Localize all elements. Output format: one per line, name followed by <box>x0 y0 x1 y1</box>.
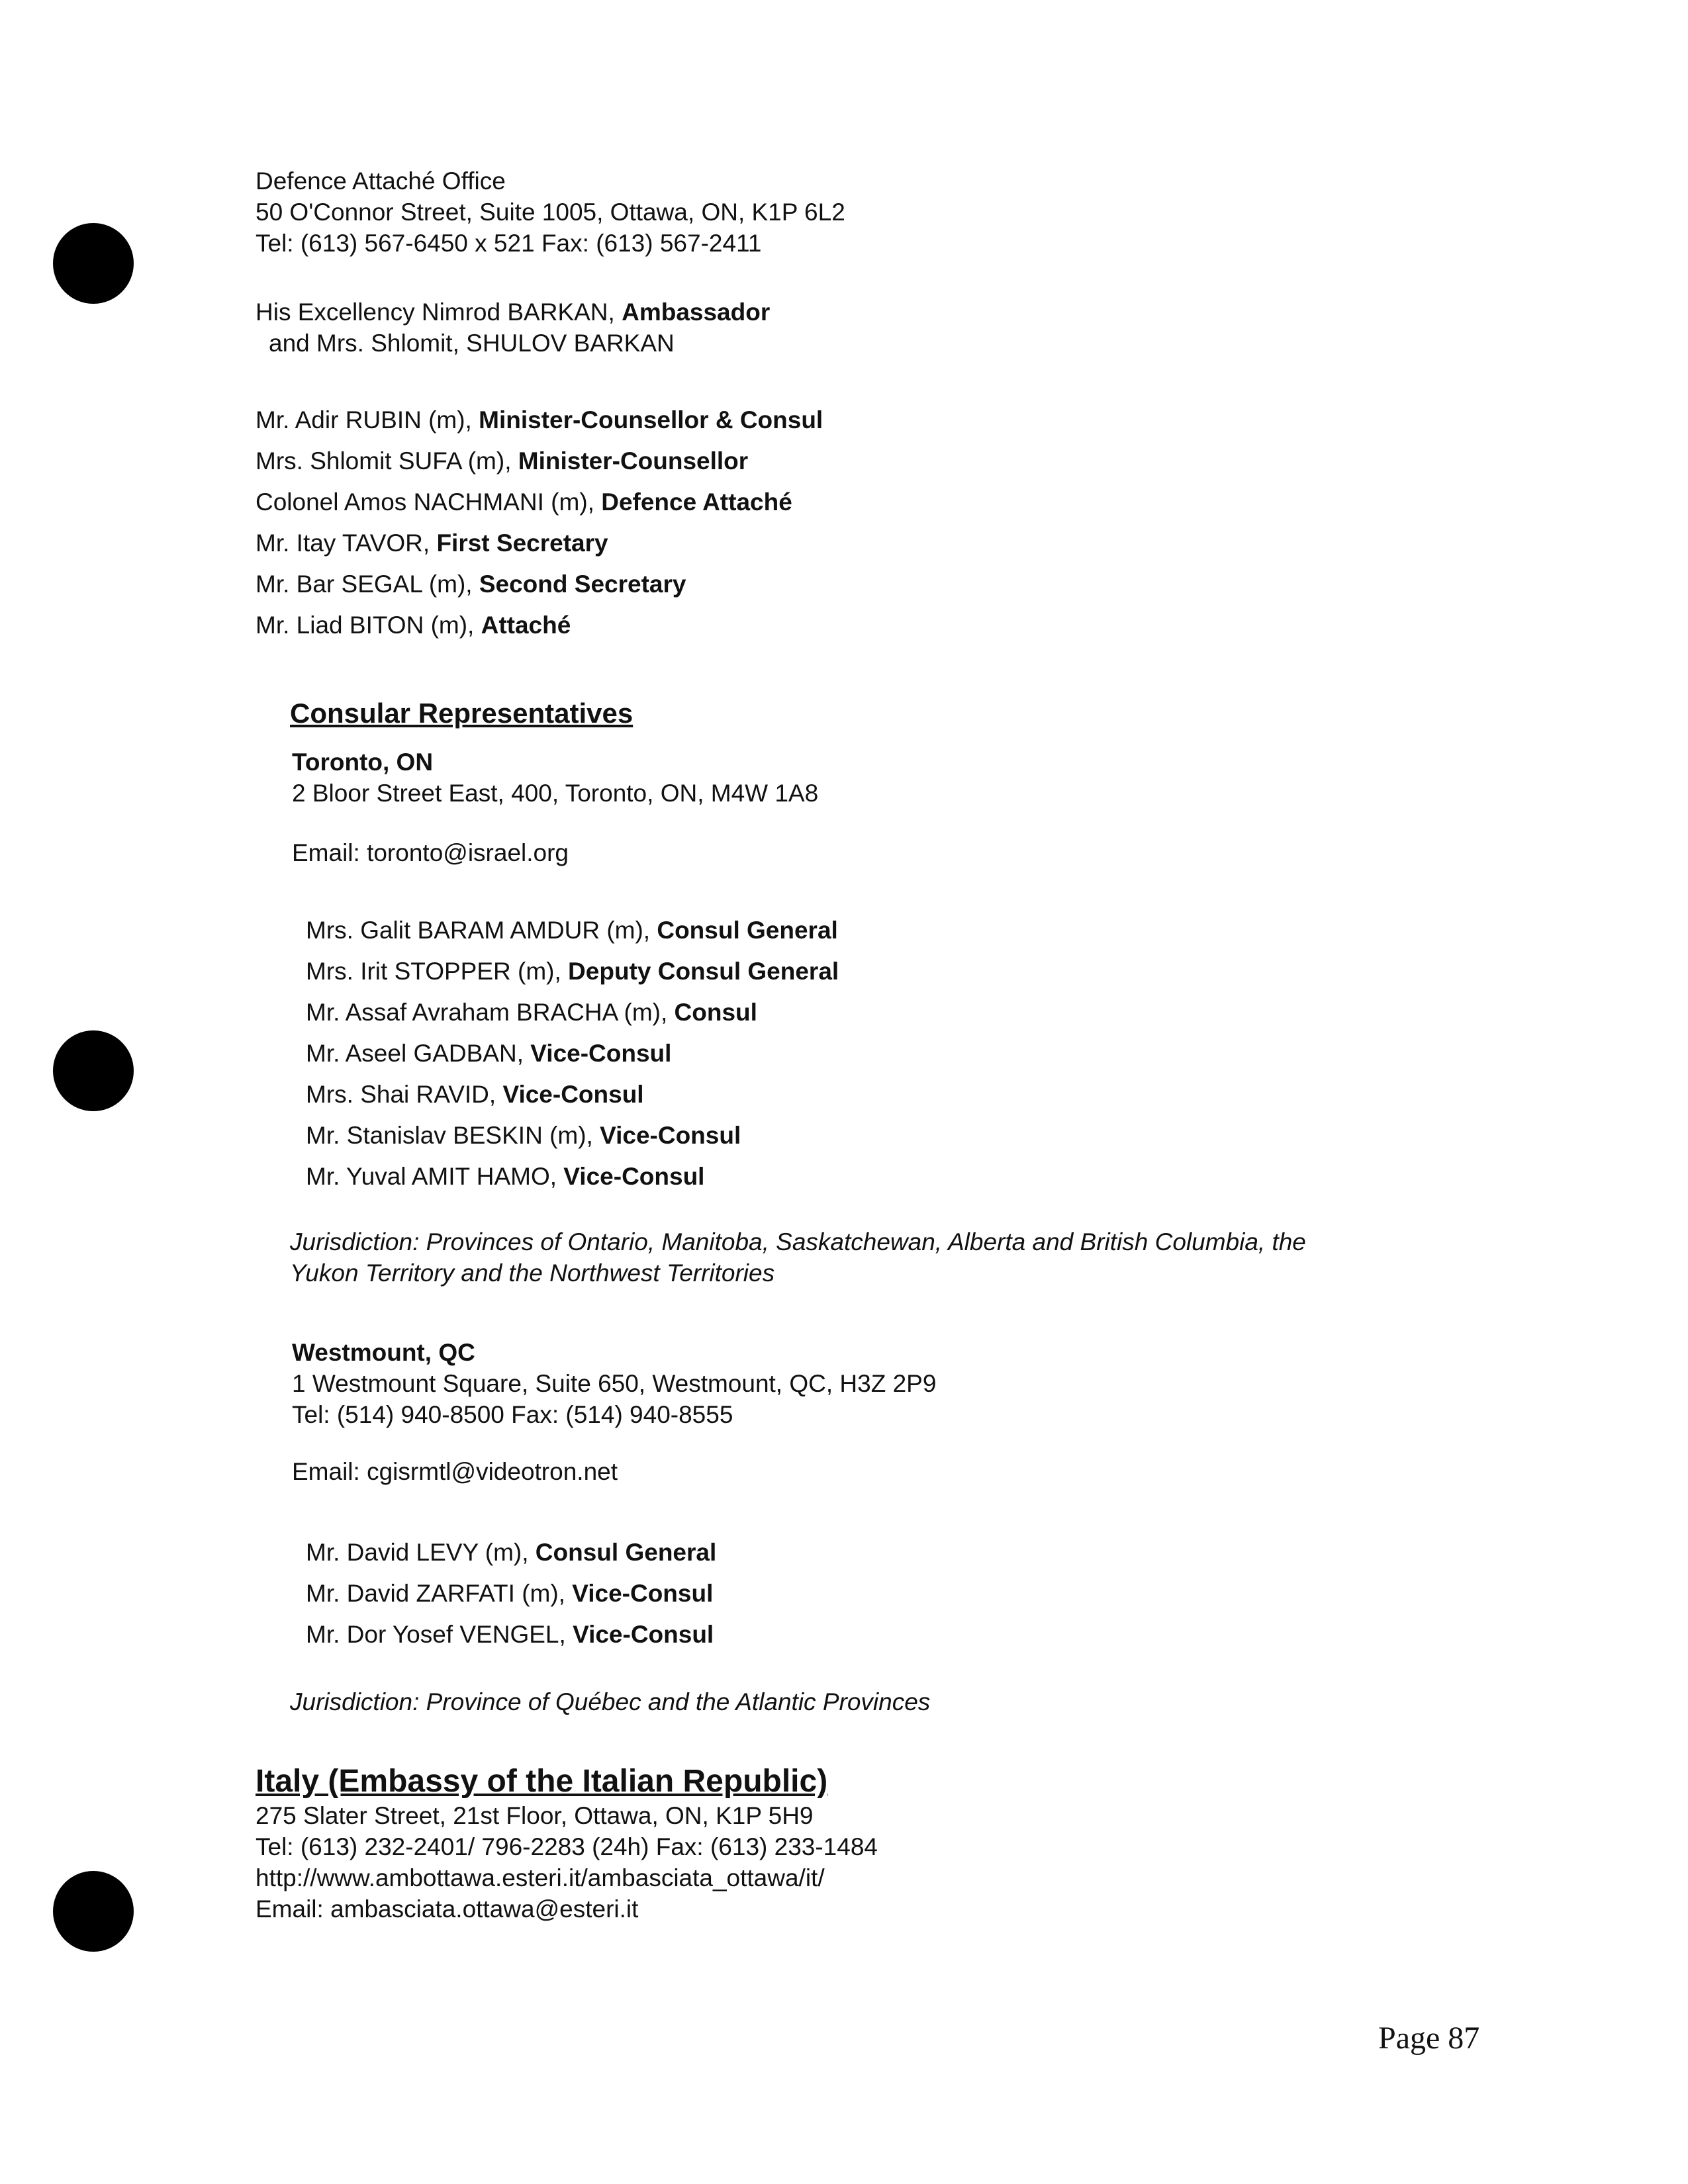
westmount-address: 1 Westmount Square, Suite 650, Westmount, QC, H3Z 2P9 <box>292 1370 937 1397</box>
staff-title: Consul <box>674 999 757 1026</box>
staff-title: Attaché <box>481 612 571 639</box>
staff-entry <box>256 482 823 523</box>
staff-entry <box>256 523 823 564</box>
staff-name: Mr. David ZARFATI (m), <box>306 1580 573 1607</box>
staff-name: Mrs. Shai RAVID, <box>306 1081 503 1108</box>
staff-entry <box>306 1074 839 1115</box>
staff-title: Vice-Consul <box>572 1580 714 1607</box>
ambassador-title: Ambassador <box>622 298 771 326</box>
defence-office-tel: Tel: (613) 567-6450 x 521 Fax: (613) 567-2411 <box>256 230 762 257</box>
staff-name: Mrs. Irit STOPPER (m), <box>306 958 569 985</box>
staff-title: Defence Attaché <box>601 488 792 516</box>
staff-title: Consul General <box>657 917 838 944</box>
staff-name: Mr. David LEVY (m), <box>306 1539 536 1566</box>
ambassador-line <box>256 296 770 328</box>
binder-hole-middle <box>53 1030 134 1111</box>
italy-block <box>256 1800 878 1925</box>
staff-name: Mr. Yuval AMIT HAMO, <box>306 1163 564 1190</box>
jurisdiction-line: Yukon Territory and the Northwest Territories <box>290 1259 775 1287</box>
westmount-tel: Tel: (514) 940-8500 Fax: (514) 940-8555 <box>292 1401 733 1428</box>
consular-heading: Consular Representatives <box>290 698 633 729</box>
staff-title: Second Secretary <box>479 570 686 598</box>
staff-name: Mr. Assaf Avraham BRACHA (m), <box>306 999 675 1026</box>
staff-title: Minister-Counsellor <box>518 447 749 475</box>
italy-address: 275 Slater Street, 21st Floor, Ottawa, ON, K1P 5H9 <box>256 1802 814 1829</box>
staff-entry <box>306 1156 839 1197</box>
staff-name: Mr. Bar SEGAL (m), <box>256 570 479 598</box>
staff-title: Vice-Consul <box>530 1040 672 1067</box>
staff-entry <box>256 564 823 605</box>
binder-hole-top <box>53 223 134 304</box>
toronto-address: 2 Bloor Street East, 400, Toronto, ON, M4W 1A8 <box>292 780 819 807</box>
toronto-city-label: Toronto, ON <box>292 749 434 776</box>
staff-name: Colonel Amos NACHMANI (m), <box>256 488 602 516</box>
staff-name: Mr. Itay TAVOR, <box>256 529 437 557</box>
ambassador-name: His Excellency Nimrod BARKAN, <box>256 298 622 326</box>
ambassador-spouse: and Mrs. Shlomit, SHULOV BARKAN <box>269 330 675 357</box>
embassy-staff-list <box>256 400 823 646</box>
westmount-city <box>292 1337 936 1368</box>
toronto-city <box>292 747 818 778</box>
staff-title: Vice-Consul <box>573 1621 714 1648</box>
staff-entry <box>256 400 823 441</box>
defence-office-name: Defence Attaché Office <box>256 167 506 195</box>
staff-entry <box>306 1573 716 1614</box>
staff-title: Vice-Consul <box>563 1163 705 1190</box>
staff-name: Mrs. Galit BARAM AMDUR (m), <box>306 917 657 944</box>
westmount-email: Email: cgisrmtl@videotron.net <box>292 1458 618 1485</box>
staff-entry <box>306 1033 839 1074</box>
staff-entry <box>306 910 839 951</box>
italy-email: Email: ambasciata.ottawa@esteri.it <box>256 1895 639 1923</box>
westmount-city-label: Westmount, QC <box>292 1339 475 1366</box>
staff-entry <box>306 1614 716 1655</box>
defence-office-address: 50 O'Connor Street, Suite 1005, Ottawa, ON, K1P 6L2 <box>256 199 845 226</box>
toronto-staff-list <box>306 910 839 1197</box>
staff-entry <box>306 992 839 1033</box>
staff-name: Mr. Liad BITON (m), <box>256 612 481 639</box>
defence-office-block <box>256 165 845 259</box>
westmount-block <box>292 1337 936 1430</box>
jurisdiction-line: Jurisdiction: Provinces of Ontario, Manitoba, Saskatchewan, Alberta and British Columbia, the <box>290 1228 1306 1255</box>
staff-name: Mr. Adir RUBIN (m), <box>256 406 479 433</box>
binder-hole-bottom <box>53 1871 134 1952</box>
staff-entry <box>306 1532 716 1573</box>
staff-entry <box>256 605 823 646</box>
staff-name: Mr. Dor Yosef VENGEL, <box>306 1621 573 1648</box>
staff-title: Vice-Consul <box>502 1081 644 1108</box>
staff-entry <box>306 951 839 992</box>
westmount-jurisdiction: Jurisdiction: Province of Québec and the Atlantic Provinces <box>290 1688 931 1715</box>
page-number: Page 87 <box>1378 2021 1480 2056</box>
italy-tel: Tel: (613) 232-2401/ 796-2283 (24h) Fax: (613) 233-1484 <box>256 1833 878 1860</box>
toronto-email: Email: toronto@israel.org <box>292 839 569 866</box>
staff-title: First Secretary <box>436 529 608 557</box>
staff-name: Mr. Stanislav BESKIN (m), <box>306 1122 600 1149</box>
toronto-jurisdiction <box>290 1226 1306 1289</box>
ambassador-block <box>256 296 770 359</box>
staff-title: Vice-Consul <box>600 1122 741 1149</box>
staff-entry <box>256 441 823 482</box>
staff-title: Deputy Consul General <box>568 958 839 985</box>
toronto-block <box>292 747 818 809</box>
italy-embassy-title: Italy (Embassy of the Italian Republic) <box>256 1764 828 1799</box>
italy-url: http://www.ambottawa.esteri.it/ambasciata_ottawa/it/ <box>256 1864 825 1891</box>
staff-name: Mr. Aseel GADBAN, <box>306 1040 531 1067</box>
staff-name: Mrs. Shlomit SUFA (m), <box>256 447 518 475</box>
staff-entry <box>306 1115 839 1156</box>
staff-title: Minister-Counsellor & Consul <box>479 406 823 433</box>
staff-title: Consul General <box>535 1539 717 1566</box>
westmount-staff-list <box>306 1532 716 1655</box>
